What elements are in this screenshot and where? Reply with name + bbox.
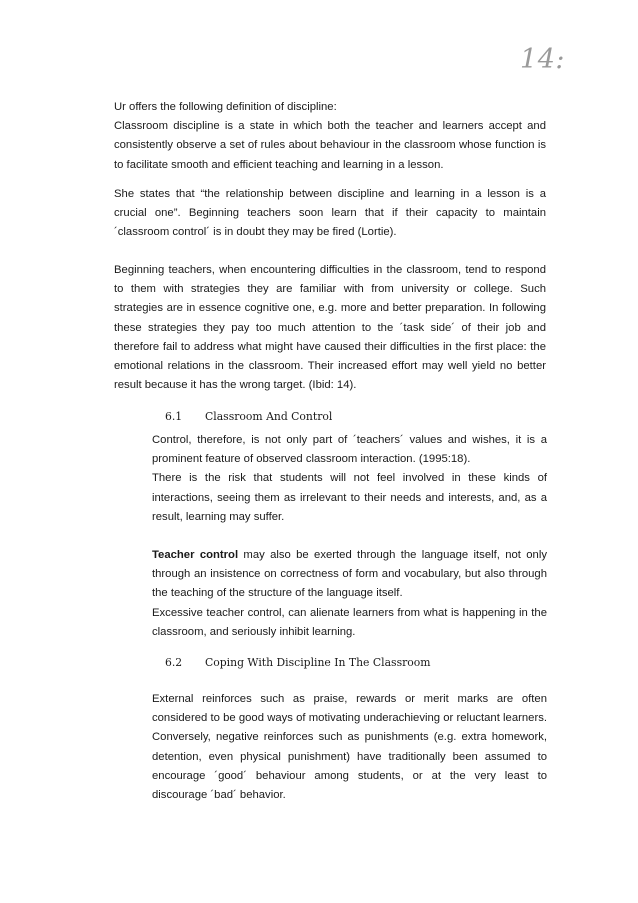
teacher-control-paragraph [152, 546, 547, 604]
paragraph-text: Beginning teachers, when encountering difficulties in the classroom, tend to respond to them with strategies they are familiar with from university or college. Such strategies are in essence cognitive one, e.g. more and better preparation. In following these strategies they pay too much attention to the ´task side´ of their job and therefore fail to address what might have caused their difficulties in the first place: the emotional relations in the classroom. Their increased effort may well yield no better result because it has the wrong target. (Ibid: 14). [114, 264, 546, 392]
section-heading-6-2 [165, 656, 431, 669]
intro-line: Ur offers the following definition of discipline: [114, 101, 337, 113]
section-6-1-body [152, 431, 547, 642]
paragraph-text: Control, therefore, is not only part of ´teachers´ values and wishes, it is a prominent feature of observed classroom interaction. (1995:18). [152, 434, 547, 466]
paragraph-text: may also be exerted through the language itself, not only through an insistence on correctness of form and vocabulary, but also through the teaching of the structure of the language itself. [152, 549, 547, 600]
page-number: 14: [520, 44, 565, 75]
paragraph-text: She states that “the relationship between discipline and learning in a lesson is a crucial one”. Beginning teachers soon learn that if their capacity to maintain ´classroom control´ is in doubt they may be fired (Lortie). [114, 188, 546, 239]
section-number: 6.2 [165, 656, 183, 669]
section-title: Coping With Discipline In The Classroom [205, 656, 431, 669]
discipline-definition: Classroom discipline is a state in which both the teacher and learners accept and consistently observe a set of rules about behaviour in the classroom whose function is to facilitate smooth and efficient teaching and learning in a lesson. [114, 120, 546, 171]
section-title: Classroom And Control [205, 410, 333, 423]
section-6-2-body [152, 690, 547, 805]
paragraph-beginning-teachers [114, 261, 546, 395]
section-number: 6.1 [165, 410, 183, 423]
paragraph-text: Excessive teacher control, can alienate learners from what is happening in the classroom, and seriously inhibit learning. [152, 606, 547, 638]
paragraph-relationship [114, 185, 546, 243]
section-heading-6-1 [165, 410, 332, 423]
paragraph-text: There is the risk that students will not feel involved in these kinds of interactions, seeing them as irrelevant to their needs and interests, and, as a result, learning may suffer. [152, 472, 547, 523]
paragraph-text: External reinforces such as praise, rewards or merit marks are often considered to be good ways of motivating underachieving or reluctant learners. Conversely, negative reinforces such as punishments (e.g. extra homework, detention, even physical punishment) have traditionally been assumed to encourage ´good´ behaviour among students, or at the very least to discourage ´bad´ behavior. [152, 693, 547, 802]
bold-term: Teacher control [152, 549, 239, 562]
intro-block [114, 98, 546, 175]
